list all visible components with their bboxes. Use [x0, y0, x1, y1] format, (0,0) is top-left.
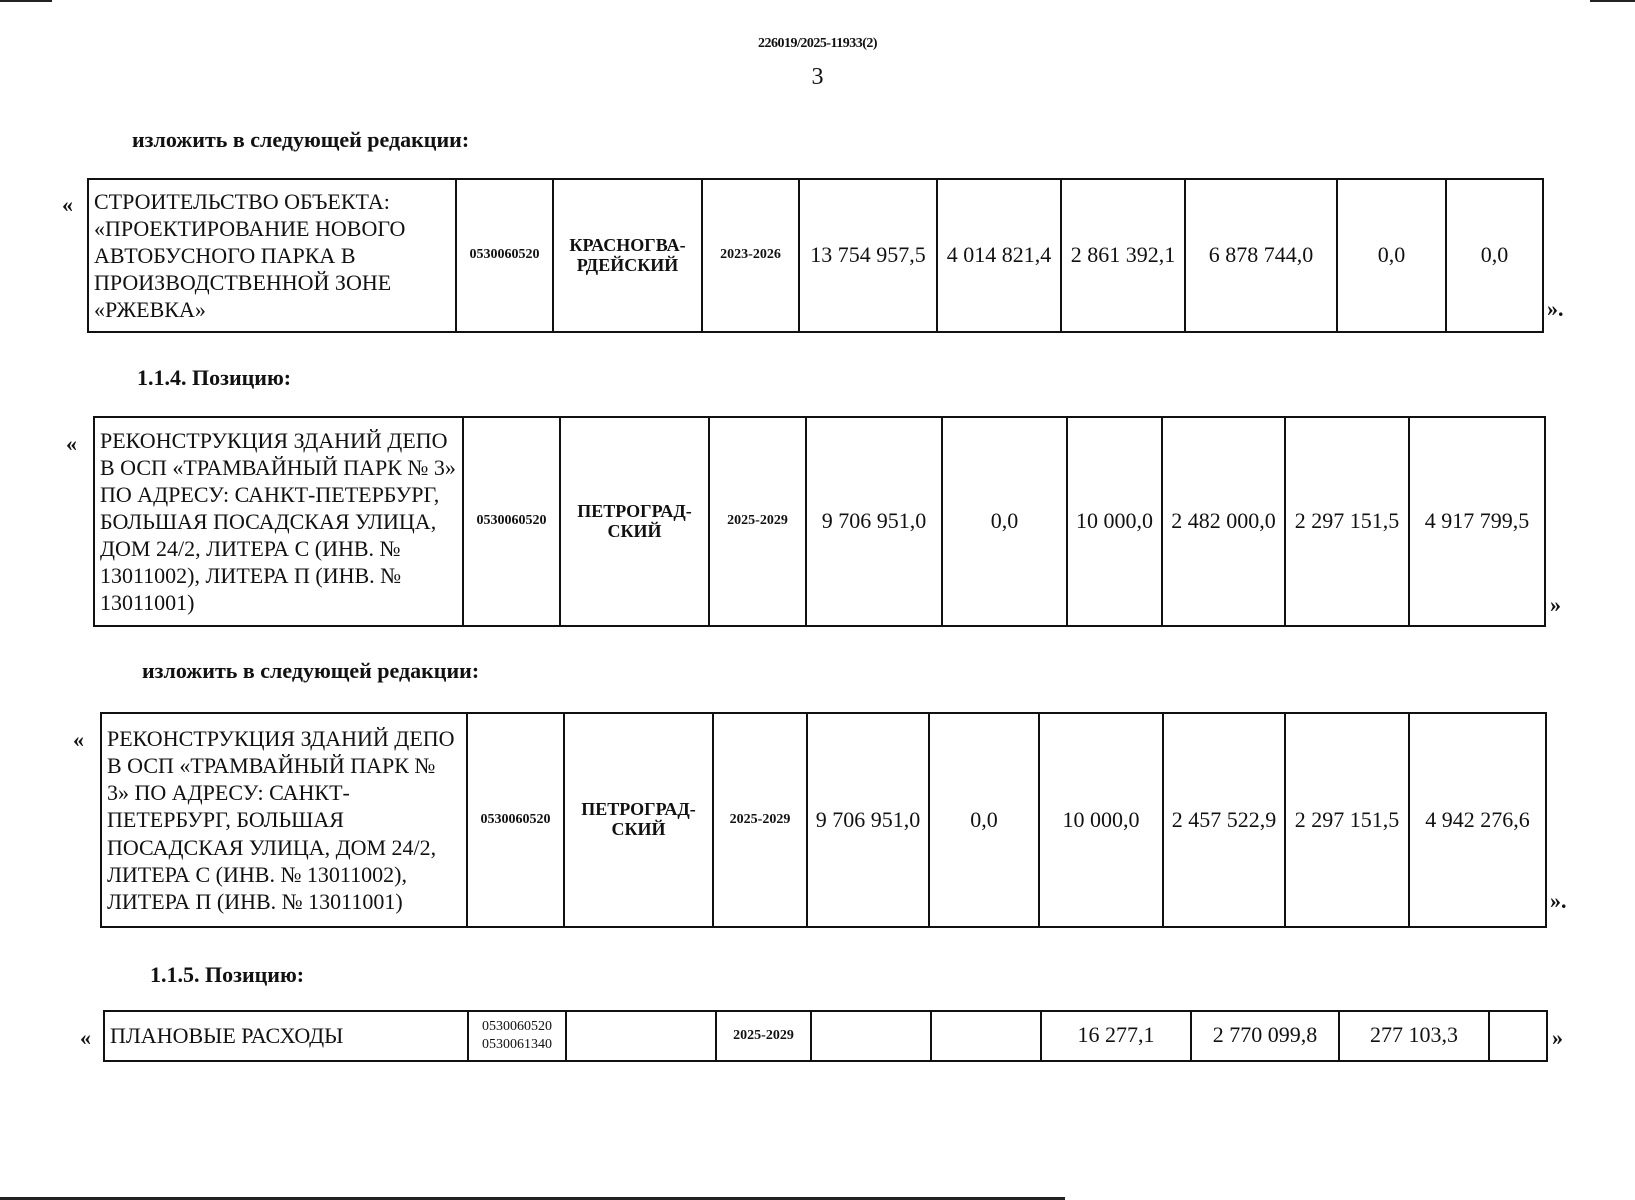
- value-1: 0,0: [929, 713, 1039, 927]
- budget-code: 0530060520: [456, 179, 553, 332]
- budget-code-1: 0530060520: [482, 1018, 552, 1034]
- document-number: 226019/2025-11933(2): [757, 36, 878, 51]
- period: 2023-2026: [702, 179, 799, 332]
- table-row: [88, 179, 1543, 332]
- object-name: РЕКОНСТРУКЦИЯ ЗДАНИЙ ДЕПО В ОСП «ТРАМВАЙНЫЙ ПАРК № 3» ПО АДРЕСУ: САНКТ-ПЕТЕРБУРГ, БОЛЬШАЯ ПОСАДСКАЯ УЛИЦА, ДОМ 24/2, ЛИТЕРА С (ИНВ. № 13011002), ЛИТЕРА П (ИНВ. № 13011001): [94, 417, 463, 626]
- period: 2025-2029: [709, 417, 806, 626]
- value-4: 2 297 151,5: [1285, 713, 1409, 927]
- caption-position-114: 1.1.4. Позицию:: [137, 365, 292, 390]
- value-1: 4 014 821,4: [937, 179, 1061, 332]
- row-table-bus-park: [87, 178, 1544, 333]
- budget-code-2: 0530061340: [482, 1037, 552, 1052]
- row-table-planned: [103, 1010, 1548, 1062]
- table-row: [101, 713, 1546, 927]
- total-value: 9 706 951,0: [806, 417, 942, 626]
- value-4: 2 297 151,5: [1285, 417, 1409, 626]
- value-2: 10 000,0: [1067, 417, 1162, 626]
- value-2: 16 277,1: [1041, 1011, 1191, 1061]
- object-name: ПЛАНОВЫЕ РАСХОДЫ: [104, 1011, 468, 1061]
- value-3: 6 878 744,0: [1185, 179, 1337, 332]
- close-quote-2: »: [1550, 592, 1561, 617]
- open-quote-4: «: [80, 1025, 91, 1050]
- budget-codes: [468, 1011, 566, 1061]
- value-5: 4 942 276,6: [1409, 713, 1546, 927]
- row-table-depot-new: [100, 712, 1547, 928]
- value-1: 0,0: [942, 417, 1067, 626]
- row-table-depot-old: [93, 416, 1546, 627]
- period: 2025-2029: [713, 713, 807, 927]
- caption-edit-1: изложить в следующей редакции:: [132, 127, 470, 152]
- district: ПЕТРОГРАД-СКИЙ: [560, 417, 709, 626]
- district: КРАСНОГВА-РДЕЙСКИЙ: [553, 179, 702, 332]
- caption-edit-2: изложить в следующей редакции:: [142, 658, 480, 683]
- close-quote-1: ».: [1547, 296, 1564, 321]
- value-5: 0,0: [1446, 179, 1543, 332]
- value-2: 10 000,0: [1039, 713, 1163, 927]
- value-3: 2 770 099,8: [1191, 1011, 1339, 1061]
- table-row: [94, 417, 1545, 626]
- scan-edge-top-left: [0, 0, 52, 2]
- open-quote-3: «: [73, 727, 84, 752]
- caption-position-115: 1.1.5. Позицию:: [150, 962, 305, 987]
- value-4: 0,0: [1337, 179, 1446, 332]
- object-name: СТРОИТЕЛЬСТВО ОБЪЕКТА: «ПРОЕКТИРОВАНИЕ НОВОГО АВТОБУСНОГО ПАРКА В ПРОИЗВОДСТВЕННОЙ ЗОНЕ «РЖЕВКА»: [88, 179, 456, 332]
- budget-code: 0530060520: [463, 417, 560, 626]
- period: 2025-2029: [716, 1011, 811, 1061]
- value-5: 4 917 799,5: [1409, 417, 1545, 626]
- total-value: 9 706 951,0: [807, 713, 929, 927]
- value-4: 277 103,3: [1339, 1011, 1489, 1061]
- object-name: РЕКОНСТРУКЦИЯ ЗДАНИЙ ДЕПО В ОСП «ТРАМВАЙНЫЙ ПАРК № 3» ПО АДРЕСУ: САНКТ-ПЕТЕРБУРГ, БОЛЬШАЯ ПОСАДСКАЯ УЛИЦА, ДОМ 24/2, ЛИТЕРА С (ИНВ. № 13011002), ЛИТЕРА П (ИНВ. № 13011001): [101, 713, 467, 927]
- value-3: 2 482 000,0: [1162, 417, 1285, 626]
- value-2: 2 861 392,1: [1061, 179, 1185, 332]
- district: ПЕТРОГРАД-СКИЙ: [564, 713, 713, 927]
- budget-code: 0530060520: [467, 713, 564, 927]
- scan-edge-top-right: [1590, 0, 1635, 2]
- value-5: [1489, 1011, 1547, 1061]
- close-quote-4: »: [1552, 1025, 1563, 1050]
- total-value: 13 754 957,5: [799, 179, 937, 332]
- open-quote-1: «: [62, 192, 73, 217]
- value-1: [931, 1011, 1041, 1061]
- open-quote-2: «: [66, 431, 77, 456]
- table-row: [104, 1011, 1547, 1061]
- total-value: [811, 1011, 931, 1061]
- district: [566, 1011, 716, 1061]
- value-3: 2 457 522,9: [1163, 713, 1285, 927]
- close-quote-3: ».: [1550, 888, 1567, 913]
- page-number: 3: [811, 64, 824, 90]
